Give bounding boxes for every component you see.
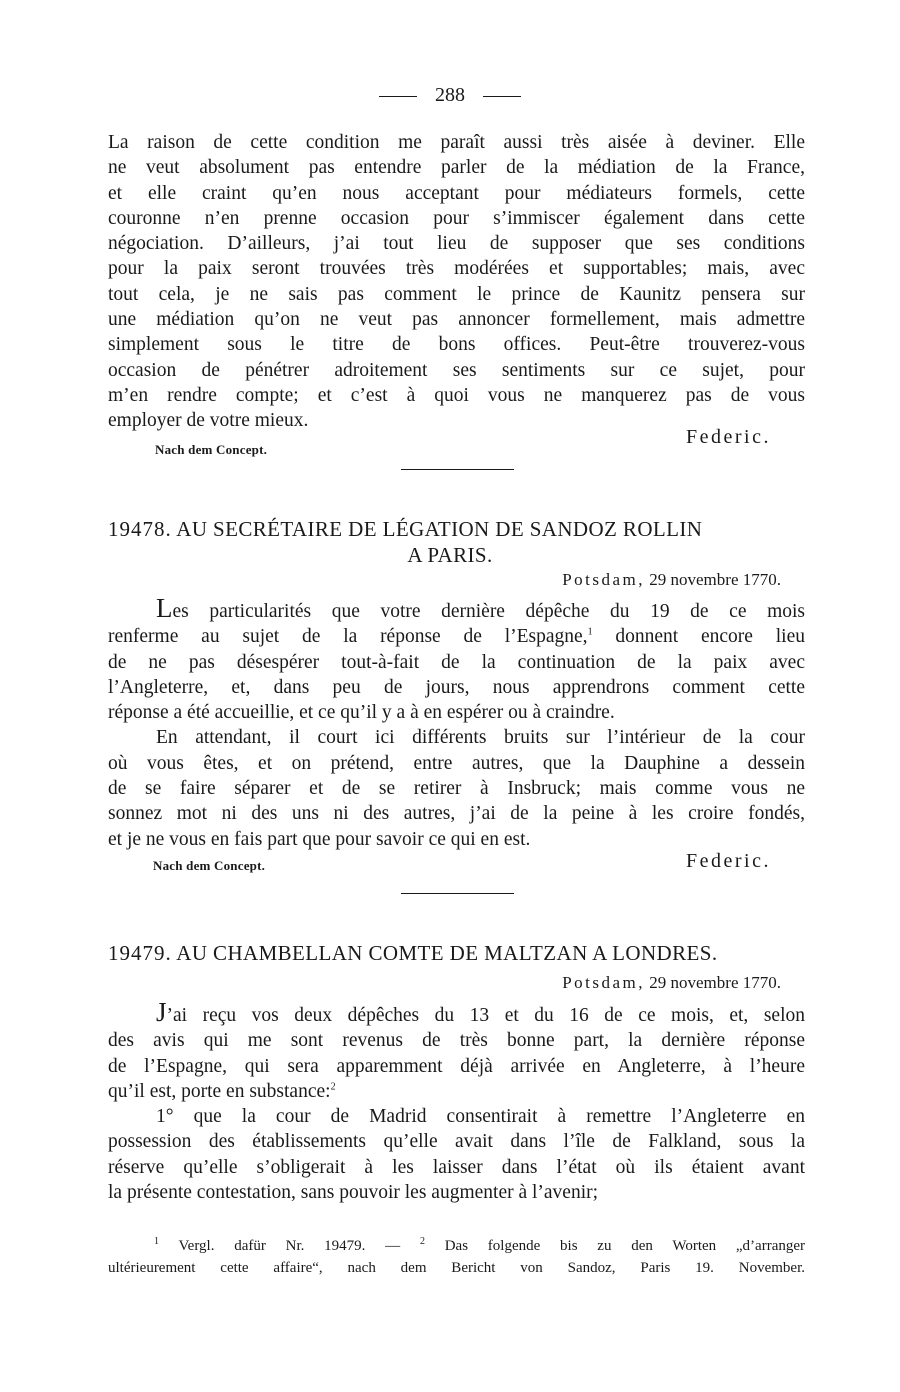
text-line: m’en rendre compte; et c’est à quoi vous ne manquerez pas de vous <box>108 384 805 406</box>
initial-letter: J <box>156 997 167 1027</box>
text-line: une médiation qu’on ne veut pas annoncer formellement, mais admettre <box>108 309 805 331</box>
section-divider <box>401 469 514 470</box>
text-line: l’Angleterre, et, dans peu de jours, nous apprendrons comment cette <box>108 676 805 698</box>
signature: Federic. <box>686 426 771 448</box>
text-line: de ne pas désespérer tout-à-fait de la continuation de la paix avec <box>108 651 805 673</box>
source-note: Nach dem Concept. <box>155 442 268 457</box>
letter-heading <box>108 517 805 542</box>
letter-recipient: AU SECRÉTAIRE DE LÉGATION DE SANDOZ ROLLIN <box>176 517 703 541</box>
text-line: J’ai reçu vos deux dépêches du 13 et du 16 de ce mois, et, selon <box>156 997 805 1027</box>
text-line: tout cela, je ne sais pas comment le prince de Kaunitz pensera sur <box>108 283 805 305</box>
text-line: la présente contestation, sans pouvoir les augmenter à l’avenir; <box>108 1182 599 1204</box>
letter-number: 19479. <box>108 941 172 965</box>
text-line: pour la paix seront trouvées très modérées et supportables; mais, avec <box>108 258 805 280</box>
header-dash-left <box>379 96 417 97</box>
text-line: sonnez mot ni des uns ni des autres, j’ai de la peine à les croire fondés, <box>108 803 805 825</box>
dateline-place: Potsdam, <box>562 973 646 992</box>
text-line: possession des établissements qu’elle avait dans l’île de Falkland, sous la <box>108 1131 805 1153</box>
text-line: ne veut absolument pas entendre parler de la médiation de la France, <box>108 157 805 179</box>
letter-body <box>108 997 805 1205</box>
text-line: occasion de pénétrer adroitement ses sentiments sur ce sujet, pour <box>108 359 805 381</box>
text-line: et je ne vous en fais part que pour savoir ce qui en est. <box>108 828 531 850</box>
signature: Federic. <box>686 850 771 872</box>
footnote-mark: 1 <box>154 1236 159 1247</box>
page-number: 288 <box>435 84 465 106</box>
text-line: renferme au sujet de la réponse de l’Espagne,$^1$ donnent encore lieu <box>108 626 805 648</box>
header-dash-right <box>483 96 521 97</box>
text-line: négociation. D’ailleurs, j’ai tout lieu de supposer que ses conditions <box>108 233 805 255</box>
text-line: réserve qu’elle s’obligerait à les laisser dans l’état où ils étaient avant <box>108 1156 805 1178</box>
text-line: La raison de cette condition me paraît aussi très aisée à deviner. Elle <box>108 132 805 153</box>
footnote-ref: 2 <box>330 1081 336 1093</box>
text-line: 1° que la cour de Madrid consentirait à remettre l’Angleterre en <box>156 1106 805 1128</box>
letter-heading <box>108 941 805 966</box>
letter-body <box>108 593 805 852</box>
text-line: de se faire séparer et de se retirer à Insbruck; mais comme vous ne <box>108 778 805 800</box>
dateline-date: 29 novembre 1770. <box>649 973 781 992</box>
letter-number: 19478. <box>108 517 172 541</box>
text-line: couronne n’en prenne occasion pour s’immiscer également dans cette <box>108 207 805 229</box>
text-line: réponse a été accueillie, et ce qu’il y a à en espérer ou à craindre. <box>108 702 615 724</box>
page-header <box>0 84 900 107</box>
section-divider <box>401 893 514 894</box>
text-line: qu’il est, porte en substance:$^2$ <box>108 1080 336 1102</box>
text-line: En attendant, il court ici différents bruits sur l’intérieur de la cour <box>156 727 805 749</box>
footnote-mark: 2 <box>419 1236 425 1247</box>
text-line: où vous êtes, et on prétend, entre autres, que la Dauphine a dessein <box>108 752 805 774</box>
dateline <box>562 973 781 993</box>
initial-letter: L <box>156 593 173 623</box>
letter-recipient: AU CHAMBELLAN COMTE DE MALTZAN A LONDRES. <box>176 941 718 965</box>
text-line: simplement sous le titre de bons offices. Peut-être trouverez-vous <box>108 334 805 356</box>
footnote-line: ultérieurement cette affaire“, nach dem Bericht von Sandoz, Paris 19. November. <box>108 1259 805 1276</box>
footnote-text: Das folgende bis zu den Worten „d’arranger <box>444 1238 806 1254</box>
letter-recipient-line2: A PARIS. <box>407 543 493 567</box>
text-line: des avis qui me sont revenus de très bonne part, la dernière réponse <box>108 1030 805 1052</box>
footnotes <box>108 1236 805 1279</box>
footnote-text: Vergl. dafür Nr. 19479. — <box>178 1238 401 1254</box>
text-line: de l’Espagne, qui sera apparemment déjà arrivée en Angleterre, à l’heure <box>108 1055 805 1077</box>
text-line: Les particularités que votre dernière dépêche du 19 de ce mois <box>156 593 805 623</box>
dateline-date: 29 novembre 1770. <box>649 570 781 589</box>
dateline-place: Potsdam, <box>562 570 646 589</box>
footnote-ref: 1 <box>587 626 593 638</box>
dateline <box>562 570 781 590</box>
text-line: employer de votre mieux. <box>108 410 309 432</box>
continuation-paragraph <box>108 130 805 434</box>
text-line: et elle craint qu’en nous acceptant pour médiateurs formels, cette <box>108 182 805 204</box>
footnote-line <box>108 1236 805 1258</box>
source-note: Nach dem Concept. <box>153 858 266 873</box>
